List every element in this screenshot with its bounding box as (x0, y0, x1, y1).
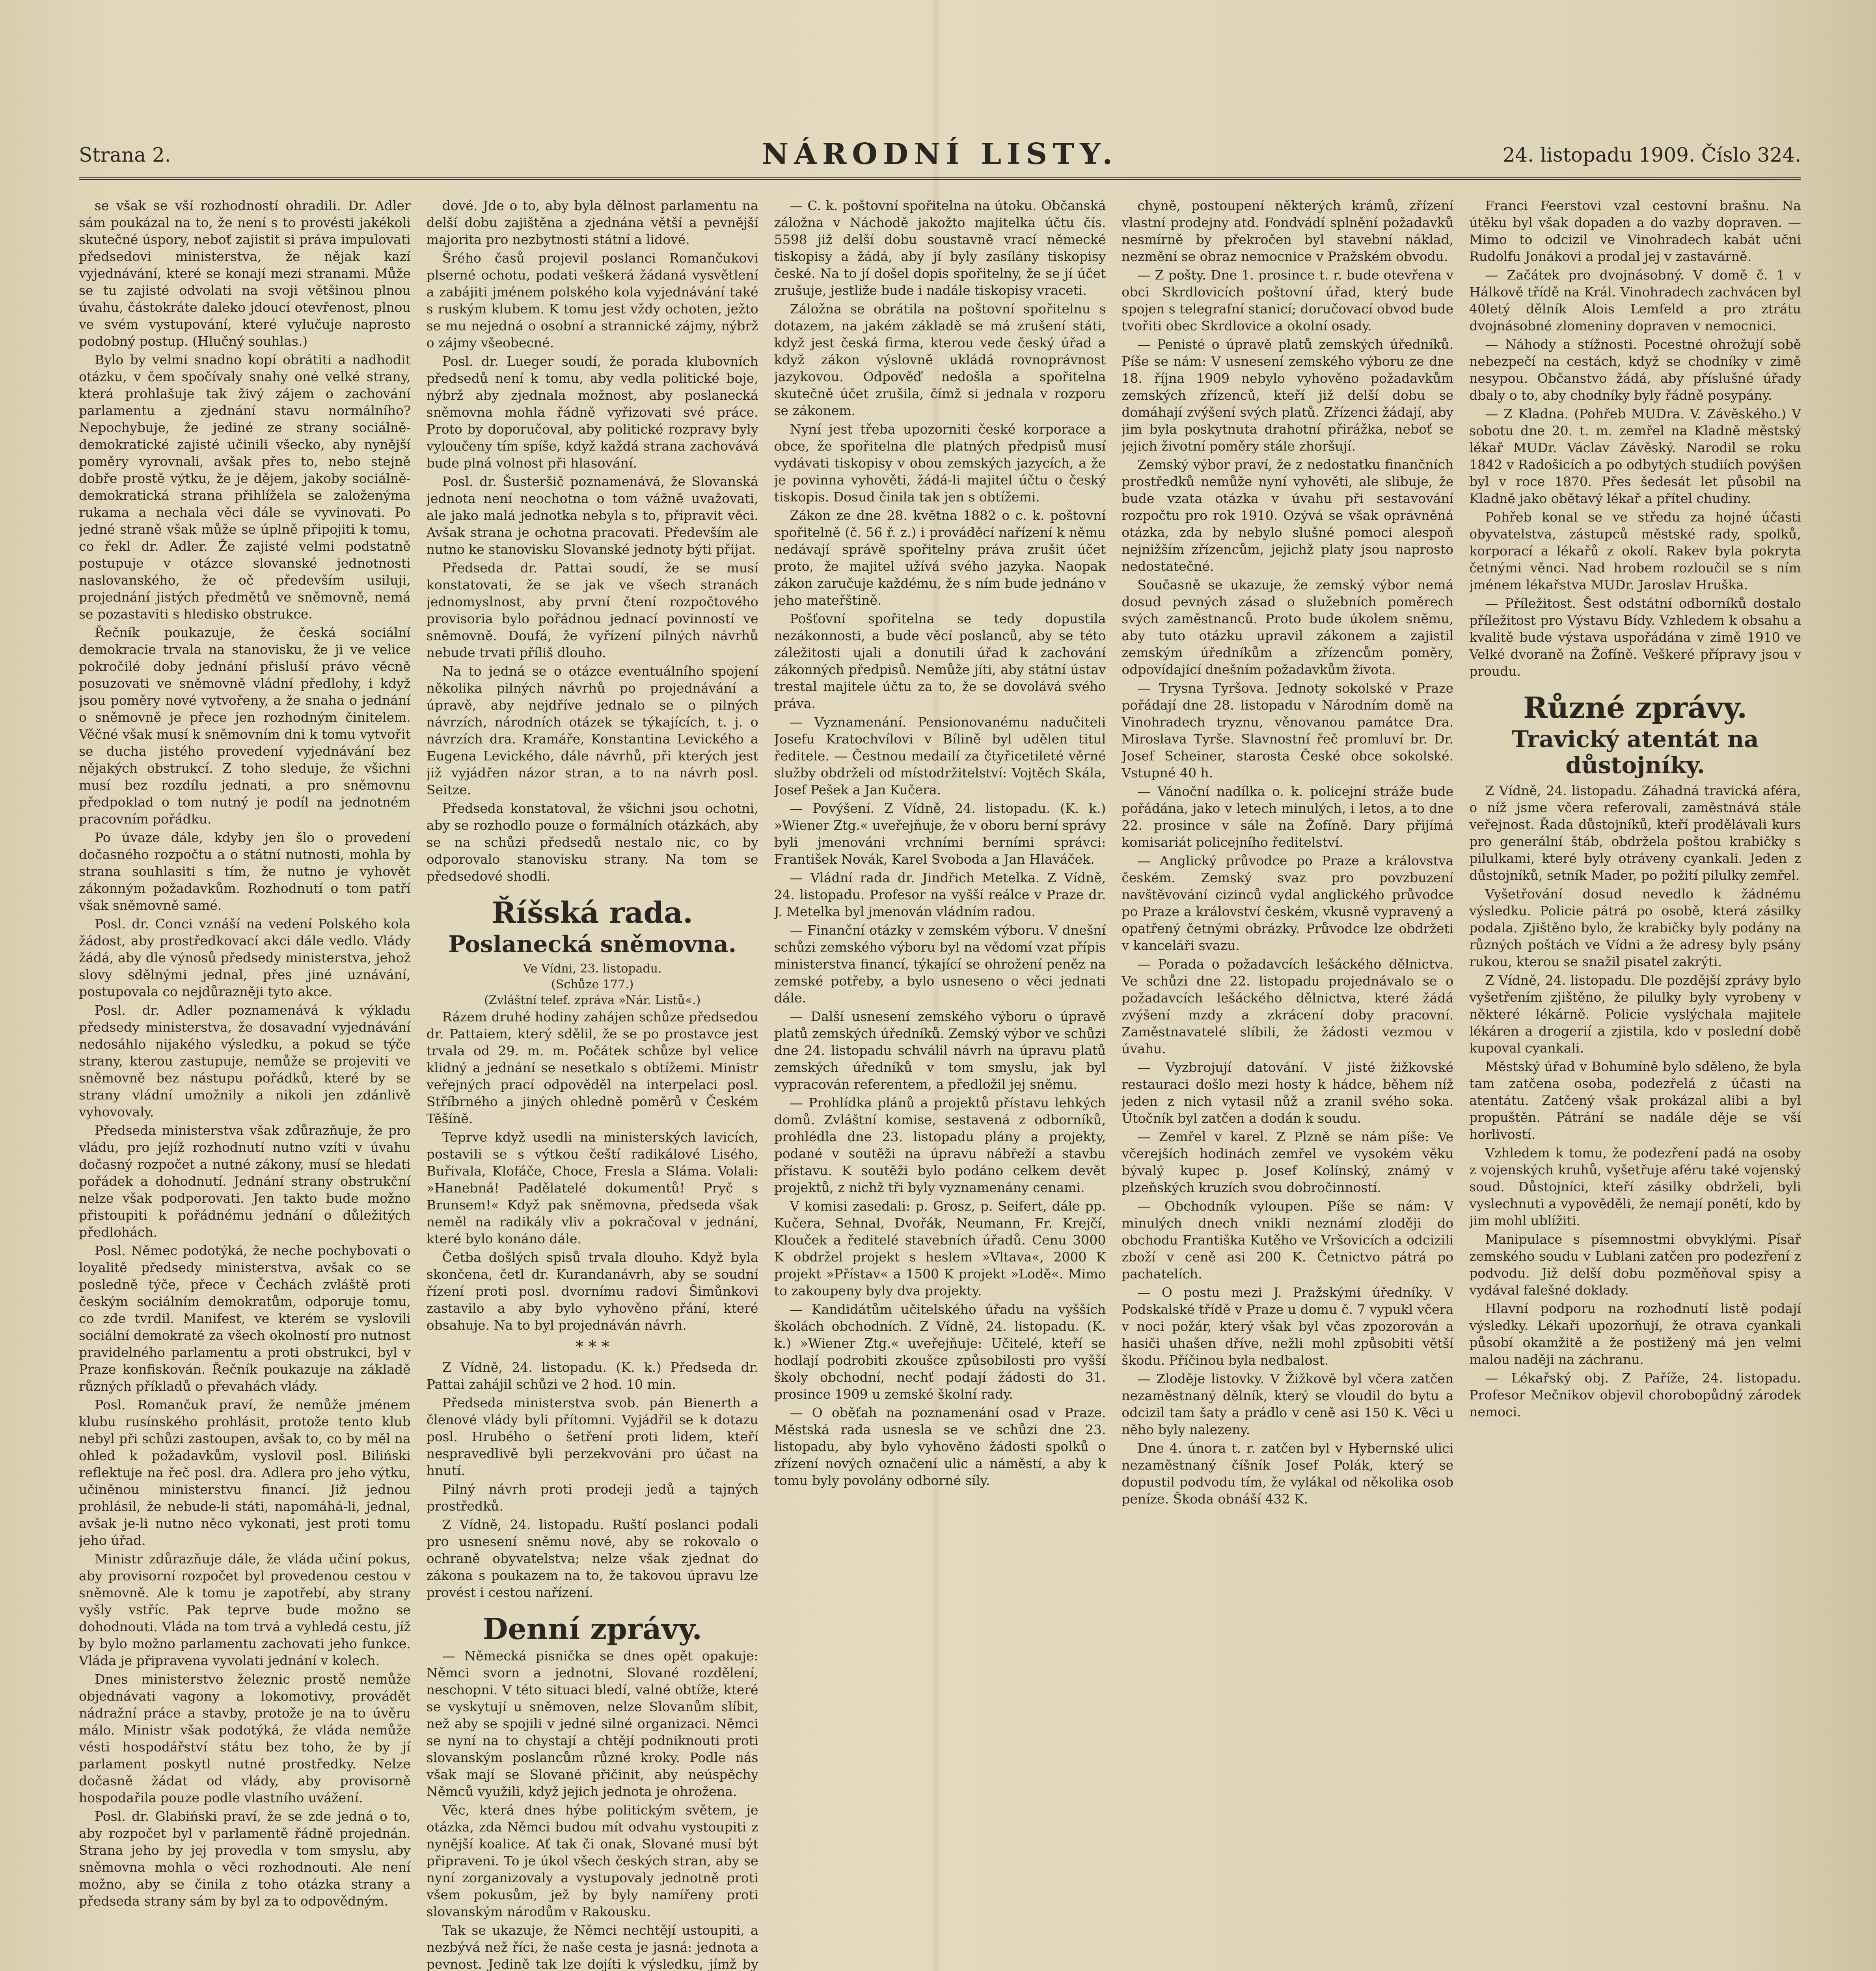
column-2 (427, 197, 758, 1971)
article-paragraph: — Z pošty. Dne 1. prosince t. r. bude otevřena v obci Skrdlovicích poštovní úřad, který bude spojen s telegrafní stanicí; doručovací obvod bude tvořiti obec Skrdlovice a okolní osady. (1122, 267, 1454, 333)
article-paragraph: — O postu mezi J. Pražskými úředníky. V Podskalské třídě v Praze u domu č. 7 vypukl včera v noci požár, který však byl včas zpozorován a hasiči uhašen dříve, nežli mohl způsobiti větší škodu. Příčinou byla nedbalost. (1122, 1285, 1454, 1368)
article-paragraph: — Finanční otázky v zemském výboru. V dnešní schůzi zemského výboru byl na vědomí vzat přípis ministerstva financí, týkající se ohrožení peněz na zemské potřeby, a bylo usneseno o věci jednati dále. (774, 922, 1106, 1006)
article-paragraph: — Vyzbrojují datování. V jisté žižkovské restauraci došlo mezi hosty k hádce, během níž jeden z nich vytasil nůž a zranil svého soka. Útočník byl zatčen a dodán k soudu. (1122, 1060, 1454, 1126)
article-paragraph: Zemský výbor praví, že z nedostatku finančních prostředků nemůže nyní vyhověti, ale slibuje, že bude vzata otázka v úvahu při sestavování rozpočtu pro rok 1910. Ozývá se však oprávněná otázka, zda by nebylo slušné pomoci alespoň nejnižším zřízencům, jejichž platy jsou naprosto nedostatečné. (1122, 457, 1454, 574)
article-paragraph: Manipulace s písemnostmi obvyklými. Písař zemského soudu v Lublani zatčen pro podezření z podvodu. Již delší dobu pozměňoval spisy a vydával falešné doklady. (1469, 1231, 1801, 1298)
article-paragraph: Dne 4. února t. r. zatčen byl v Hybernské ulici nezaměstnaný číšník Josef Polák, který se dopustil podvodu tím, že vylákal od několika osob peníze. Škoda obnáší 432 K. (1122, 1440, 1454, 1507)
issue-info: 24. listopadu 1909. Číslo 324. (1502, 143, 1801, 166)
dateline: (Zvláštní telef. zpráva »Nár. Listů«.) (484, 993, 701, 1007)
article-paragraph: — Zemřel v karel. Z Plzně se nám píše: Ve včerejších hodinách zemřel ve vysokém věku bývalý kupec p. Josef Kolínský, známý v plzeňských kruzích svou dobročinností. (1122, 1129, 1454, 1195)
article-paragraph: Zákon ze dne 28. května 1882 o c. k. poštovní spořitelně (č. 56 ř. z.) i prováděcí nařízení k němu nedávají správě spořitelny práva zrušit účet proto, že majitel užívá svého jazyka. Naopak zákon zaručuje každému, že s ním bude jednáno v jeho mateřštině. (774, 508, 1106, 608)
article-paragraph: Teprve když usedli na ministerských lavicích, postavili se s výtkou čeští radikálové Lisého, Buřivala, Klofáče, Choce, Fresla a Sláma. Volali: »Hanebná! Padělatelé dokumentů! Pryč s Brunsem!« Když pak sněmovna, předseda však neměl na radikály vliv a pokračoval v jednání, které bylo konáno dále. (426, 1129, 758, 1246)
column-1 (79, 197, 411, 1971)
page-header (79, 134, 1801, 180)
article-paragraph: V komisi zasedali: p. Grosz, p. Seifert, dále pp. Kučera, Sehnal, Dvořák, Neumann, Fr. Krejčí, Klouček a ředitelé stavebních úřadů. Cenu 3000 K obdržel projekt s heslem »Vltava«, 2000 K projekt »Přístav« a 1500 K projekt »Lodě«. Mimo to zakoupeny byly dva projekty. (774, 1198, 1106, 1298)
article-paragraph: Předseda ministerstva však zdůrazňuje, že pro vládu, pro jejíž rozhodnutí nutno vzíti v úvahu dočasný rozpočet a nutné zákony, musí se hledati pořádek a dohodnutí. Jednání strany obstrukční nelze však podporovati. Jen takto bude možno přistoupiti k pořádnému jednání o důležitých předlohách. (79, 1123, 411, 1240)
article-paragraph: — Příležitost. Šest odstátní odborníků dostalo příležitost pro Výstavu Bídy. Vzhledem k obsahu a kvalitě bude výstava uspořádána v zimě 1910 ve Velké dvoraně na Žofíně. Veškeré přípravy jsou v proudu. (1469, 596, 1801, 679)
article-paragraph: Záložna se obrátila na poštovní spořitelnu s dotazem, na jakém základě se má zrušení státi, když jest česká firma, kterou vede český úřad a když zákon výslovně ukládá rovnoprávnost jazykovou. Odpověď nedošla a spořitelna skutečně účet zrušila, čímž si jednala v rozporu se zákonem. (774, 301, 1106, 418)
article-paragraph: — O oběťah na poznamenání osad v Praze. Městská rada usnesla se ve schůzi dne 23. listopadu, aby bylo vyhověno žádosti spolků o zřízení nových označení ulic a náměstí, a aby k tomu byly povolány odborné síly. (774, 1405, 1106, 1488)
article-paragraph: Na to jedná se o otázce eventuálního spojení několika pilných návrhů po projednávání a úpravě, aby nejdříve jednalo se o pilných návrzích, národních otázek se týkajících, t. j. o návrzích dra. Kramáře, Konstantina Levického a Eugena Levického, dále návrhů, při kterých jest již vyjádřen názor stran, a to na návrh posl. Seitze. (426, 663, 758, 797)
article-paragraph: Posl. Němec podotýká, že neche pochybovati o loyalitě předsedy ministerstva, avšak co se posledně týče, přece v Čechách zvláště proti českým sociálním demokratům, odporuje tomu, co zde tvrdil. Manifest, ve kterém se vyslovili sociální demokraté za všech okolností pro nutnost pravidelného parlamentu a proti obstrukci, byl v Praze konfiskován. Řečník poukazuje na základě různých příkladů o převahách vlády. (79, 1243, 411, 1394)
article-paragraph: — Vyznamenání. Pensionovanému nadučiteli Josefu Kratochvílovi v Bílině byl udělen titul ředitele. — Čestnou medailí za čtyřicetileté věrné služby obdrželi od místodržitelství: Vojtěch Skála, Josef Pešek a Jan Kučera. (774, 714, 1106, 797)
article-paragraph: — Náhody a stížnosti. Pocestné ohrožují sobě nebezpečí na cestách, když se chodníky v zimě nesypou. Občanstvo žádá, aby příslušné úřady dbaly o to, aby chodníky byly řádně posypány. (1469, 337, 1801, 403)
article-paragraph: Nyní jest třeba upozorniti české korporace a obce, že spořitelna dle platných předpisů musí vydávati tiskopisy v obou zemských jazycích, a že je povinna vyhověti, žádá-li majitel účtu o český tiskopis. Dosud činila tak jen s obtížemi. (774, 421, 1106, 505)
section-heading: Denní zprávy. (483, 1612, 702, 1646)
section-heading: Různé zprávy. (1523, 691, 1747, 725)
section-heading: Říšská rada. (492, 896, 693, 930)
article-paragraph: — Vánoční nadílka o. k. policejní stráže bude pořádána, jako v letech minulých, i letos, a to dne 22. prosince v sále na Žofíně. Dary přijímá komisariát policejního ředitelství. (1122, 784, 1454, 850)
article-paragraph: Posl. dr. Šusteršič poznamenává, že Slovanská jednota není neochotna o tom vážně uvažovati, ale jako malá jednotka nebyla s to, připravit věci. Avšak strana je ochotna pracovati. Především ale nutno ke stanovisku Slovanské jednoty býti přijat. (426, 474, 758, 557)
subheading: Travický atentát na důstojníky. (1511, 726, 1759, 779)
dateline: Ve Vídni, 23. listopadu. (523, 962, 662, 976)
article-paragraph: Pilný návrh proti prodeji jedů a tajných prostředků. (426, 1481, 758, 1514)
column-4 (1122, 197, 1453, 1971)
column-5 (1469, 197, 1801, 1971)
article-paragraph: Posl. Romančuk praví, že nemůže jménem klubu rusínského prohlásit, protože tento klub nebyl při schůzi zastoupen, avšak to, co by měl na ohled k požadavkům, vyslovil posl. Biliński reflektuje na řeč posl. dra. Adlera pro jeho výtku, učiněnou ministerstvu financí. Již jednou prohlásil, že nebude-li státi, napomáhá-li, jednal, avšak je-li nutno něco vykonati, jest proti tomu jeho úřad. (79, 1397, 411, 1548)
article-paragraph: — Vládní rada dr. Jindřich Metelka. Z Vídně, 24. listopadu. Profesor na vyšší reálce v Praze dr. J. Metelka byl jmenován vládním radou. (774, 870, 1106, 919)
article-paragraph: Pošťovní spořitelna se tedy dopustila nezákonnosti, a bude věcí poslanců, aby se této záležitosti ujali a donutili úřad k zachování zákonných předpisů. Nemůže jíti, aby státní ústav trestal majitele účtu za to, že se dovolává svého práva. (774, 611, 1106, 711)
article-paragraph: — Porada o požadavcích lešáckého dělnictva. Ve schůzi dne 22. listopadu projednávalo se o požadavcích lešáckého dělnictva, které žádá zvýšení mzdy a zkrácení doby pracovní. Zaměstnavatelé slíbili, že žádosti vezmou v úvahu. (1122, 956, 1454, 1056)
article-paragraph: Z Vídně, 24. listopadu. Záhadná travická aféra, o níž jsme včera referovali, zaměstnává stále veřejnost. Řada důstojníků, kteří prodělávali kurs pro generální štáb, obdržela poštou krabičky s pilulkami, které byly otráveny cyankali. Jeden z důstojníků, setník Mader, po požití pilulky zemřel. (1469, 783, 1801, 883)
article-paragraph: Franci Feerstovi vzal cestovní brašnu. Na útěku byl však dopaden a do vazby dopraven. — Mimo to odcizil ve Vinohradech kabát učni Rudolfu Jonákovi a prodal jej v zastavárně. (1469, 198, 1801, 264)
article-paragraph: — Anglický průvodce po Praze a královstva českém. Zemský svaz pro povzbuzení navštěvování cizinců vydal anglického průvodce po Praze a království českém, vkusně vypravený a opatřený četnými obrázky. Průvodce lze obdržeti v kanceláři svazu. (1122, 853, 1454, 953)
article-paragraph: — Prohlídka plánů a projektů přístavu lehkých domů. Zvláštní komise, sestavená z odborníků, prohlédla dne 23. listopadu plány a projekty, podané v soutěži na úpravu nábřeží a stavbu přístavu. K soutěži bylo podáno celkem devět projektů, z nichž tři byly vyznamenány cenami. (774, 1095, 1106, 1195)
article-paragraph: Rázem druhé hodiny zahájen schůze předsedou dr. Pattaiem, který sdělil, že se po prostavce jest trvala od 29. m. m. Počátek schůze byl velice klidný a jednání se nesetkalo s obtížemi. Ministr veřejných prací odpověděl na interpelaci posl. Stříbrného a jiných ohledně poměrů v Českém Těšíně. (426, 1009, 758, 1126)
article-paragraph: Tak se ukazuje, že Němci nechtějí ustoupiti, a nezbývá než říci, že naše cesta je jasná: jednota a pevnost. Jedině tak lze dojíti k výsledku, jímž by (426, 1923, 758, 1971)
article-paragraph: Předseda ministerstva svob. pán Bienerth a členové vlády byli přítomni. Vyjádřil se k dotazu posl. Hrubého o šetření proti lidem, kteří nespravedlivě byli perzekvováni pro účast na hnutí. (426, 1395, 758, 1478)
dateline: (Schůze 177.) (551, 978, 634, 991)
article-paragraph: Řečník poukazuje, že česká sociální demokracie trvala na stanovisku, že ji ve velice pokročilé doby jednání přisluší právo věcně posuzovati ve sněmovně vládní předlohy, i když jsou poměry nové vytvořeny, a že snaha o jednání o sněmovně je přece jen rozhodným činitelem. Věčné však musí k sněmovním dni k tomu vytvořit se ducha jistého provedení vyjednávání bez nějakých obstrukcí. Z toho sleduje, že všichni musí bez rozdílu jednati, a pro sněmovnu předpoklad o tom nutný je podíl na jednotném pracovním pořádku. (79, 625, 411, 827)
article-paragraph: — Penisté o úpravě platů zemských úředníků. Píše se nám: V usnesení zemského výboru ze dne 18. října 1909 nebylo vyhověno požadavkům zemských zřízenců, kteří již delší dobu se domáhají zvýšení svých platů. Zřízenci žádají, aby jim byla poskytnuta drahotní přirážka, neboť se jejich životní poměry stále zhoršují. (1122, 337, 1454, 454)
article-paragraph: Předseda konstatoval, že všichni jsou ochotni, aby se rozhodlo pouze o formálních otázkách, aby se na schůzi předsedů nestalo nic, co by odporovalo stanovisku strany. Na tom se předsedové shodli. (426, 801, 758, 884)
article-paragraph: Pohřeb konal se ve středu za hojné účasti obyvatelstva, zástupců městské rady, spolků, korporací a lékařů z okolí. Rakev byla pokryta četnými věnci. Nad hrobem rozloučil se s ním jménem lékařstva MUDr. Jaroslav Hruška. (1469, 509, 1801, 592)
article-paragraph: Věc, která dnes hýbe politickým světem, je otázka, zda Němci budou mít odvahu vystoupiti z nynější koalice. Ať tak či onak, Slované musí být připraveni. To je úkol všech českých stran, aby se nyní zorganizovaly a vystupovaly jednotně proti všem pokusům, jež by byly namířeny proti slovanským národům v Rakousku. (426, 1802, 758, 1919)
article-paragraph: Posl. dr. Lueger soudí, že porada klubovních předsedů není k tomu, aby vedla politické boje, nýbrž aby zjednala možnost, aby poslanecká sněmovna mohla řádně vyřizovati své práce. Proto by doporučoval, aby politické rozpravy byly vyloučeny tím spíše, když každá strana zachovává bude plná volnost při hlasování. (426, 354, 758, 471)
article-paragraph: se však se vší rozhodností ohradili. Dr. Adler sám poukázal na to, že není s to provésti jakékoli skutečné úspory, neboť zajistit si práva impulovati předsedovi ministerstva, že nějak kazí vyjednávání, které se konají mezi stranami. Může se tu zajisté odvolati na svoji většinou plnou úvahu, částokráte daleko jdoucí otevřenost, plnou ve svém vystupování, které vylučuje naprosto podobný postup. (Hlučný souhlas.) (79, 198, 411, 349)
article-paragraph: Četba došlých spisů trvala dlouho. Když byla skončena, četl dr. Kurandanávrh, aby se soudní řízení proti posl. dvornímu radovi Šimůnkovi zastavilo a aby bylo vyhověno přání, které obsahuje. Na to byl projednáván návrh. (426, 1250, 758, 1333)
article-paragraph: Z Vídně, 24. listopadu. (K. k.) Předseda dr. Pattai zahájil schůzi ve 2 hod. 10 min. (426, 1360, 758, 1392)
article-columns (79, 197, 1801, 1971)
article-paragraph: chyně, postoupení některých krámů, zřízení vlastní prodejny atd. Fondvádí splnění požadavků nesmírně by překročen byl stavební náklad, nezmění se obraz nemocnice v Pražském obvodu. (1122, 198, 1454, 264)
column-3 (774, 197, 1106, 1971)
article-paragraph: Předseda dr. Pattai soudí, že se musí konstatovati, že se jak ve všech stranách jednomyslnost, aby první čtení rozpočtového provisoria bylo pořádnou jednací povinností ve sněmovně. Doufá, že vyřízení pilných návrhů nebude trvati příliš dlouho. (426, 560, 758, 660)
article-paragraph: Po úvaze dále, kdyby jen šlo o provedení dočasného rozpočtu a o státní nutnosti, mohla by strana souhlasiti s tím, že nutno je vyhovět zákonným požadavkům. Rozhodnutí o tom patří však sněmovně samé. (79, 830, 411, 913)
article-paragraph: Bylo by velmi snadno kopí obrátiti a nadhodit otázku, v čem spočívaly snahy oné velké strany, která prohlašuje tak živý zájem o zachování parlamentu a zjednání stavu normálního? Nepochybuje, že jediné ze strany sociálně-demokratické zajisté učinili všecko, aby nynější poměry vyrovnali, avšak přes to, nebo stejně dobře prostě výtku, že je dějem, jakoby sociálně-demokratická strana přihlížela se založenýma rukama a nechala věci dále se vyvinovati. Po jedné straně však může se úplně připojiti k tomu, co řekl dr. Adler. Že zajisté velmi podstatně postupuje v otázce slovanské jednotnosti naslovanského, že oč především usiluji, projednání jistých předmětů ve sněmovně, nemá se pozastaviti s hledisko obstrukce. (79, 352, 411, 622)
article-paragraph: Vzhledem k tomu, že podezření padá na osoby z vojenských kruhů, vyšetřuje aféru také vojenský soud. Důstojníci, kteří zásilky obdrželi, byli vyslechnuti a vypověděli, že nemají ponětí, kdo by jim mohl ublížiti. (1469, 1145, 1801, 1228)
article-paragraph: Z Vídně, 24. listopadu. Dle pozdější zprávy bylo vyšetřením zjištěno, že pilulky byly vyrobeny v některé lékárně. Policie vyslýchala majitele lékáren a drogerií a zjistila, kdo v poslední době kupoval cyankali. (1469, 972, 1801, 1056)
article-paragraph: Hlavní podporu na rozhodnutí listě podají výsledky. Lékaři upozorňují, že otrava cyankali působí okamžitě a že postižený má jen velmi malou naději na záchranu. (1469, 1301, 1801, 1367)
article-paragraph: — Začátek pro dvojnásobný. V domě č. 1 v Hálkově třídě na Král. Vinohradech zachvácen byl 40letý dělník Alois Lemfeld a pro ztrátu dvojnásobné zlomeniny dopraven v nemocnici. (1469, 267, 1801, 333)
article-paragraph: — Kandidátům učitelského úřadu na vyšších školách obchodních. Z Vídně, 24. listopadu. (K. k.) »Wiener Ztg.« uveřejňuje: Učitelé, kteří se hodlají podrobiti zkoušce způsobilosti pro vyšší školy obchodní, nechť podají žádosti do 31. prosince 1909 u zemské školní rady. (774, 1302, 1106, 1402)
article-paragraph: Ministr zdůrazňuje dále, že vláda učiní pokus, aby provisorní rozpočet byl provedenou cestou v sněmovně. Ale k tomu je zapotřebí, aby strany vyšly vstříc. Pak teprve bude možno se dohodnouti. Vláda na tom trvá a vyhledá cestu, jíž by bylo možno parlamentu zachovati jeho funkce. Vláda je připravena vyvolati jednání v kolech. (79, 1551, 411, 1668)
article-paragraph: — Další usnesení zemského výboru o úpravě platů zemských úředníků. Zemský výbor ve schůzi dne 24. listopadu schválil návrh na úpravu platů zemských úředníků v tom smyslu, jak byl vypracován referentem, a předložil jej sněmu. (774, 1009, 1106, 1092)
article-paragraph: — C. k. poštovní spořitelna na útoku. Občanská záložna v Náchodě jakožto majitelka účtu čís. 5598 již delší dobu soustavně vrací německé tiskopisy a žádá, aby jí byly zasílány tiskopisy české. Na to jí došel dopis spořitelny, že se jí účet zrušuje, jestliže bude i nadále tiskopisy vraceti. (774, 198, 1106, 298)
separator-stars: * * * (575, 1338, 609, 1356)
article-paragraph: Z Vídně, 24. listopadu. Ruští poslanci podali pro usnesení sněmu nové, aby se rokovalo o ochraně obyvatelstva; nelze však zjednat do zákona s poukazem na to, že takovou úpravu lze provést i cestou nařízení. (426, 1517, 758, 1600)
article-paragraph: Dnes ministerstvo železnic prostě nemůže objednávati vagony a lokomotivy, provádět nádražní práce a stavby, protože je na to úvěru málo. Ministr však podotýká, že vláda nemůže vésti hospodářství státu bez toho, že by jí parlament poskytl nutné prostředky. Nelze dočasně žádat od vlády, aby provisorně hospodařila pouze podle vlastního uvážení. (79, 1671, 411, 1805)
article-paragraph: Městský úřad v Bohumíně bylo sděleno, že byla tam zatčena osoba, podezřelá z účasti na atentátu. Zatčený však prokázal alibi a byl propuštěn. Pátrání se nadále děje se vší horlivostí. (1469, 1059, 1801, 1142)
article-paragraph: — Trysna Tyršova. Jednoty sokolské v Praze pořádají dne 28. listopadu v Národním domě na Vinohradech tryznu, věnovanou památce Dra. Miroslava Tyrše. Slavnostní řeč promluví br. Dr. Josef Scheiner, starosta České obce sokolské. Vstupné 40 h. (1122, 680, 1454, 781)
masthead-title: NÁRODNÍ LISTY. (762, 137, 1118, 171)
article-paragraph: Vyšetřování dosud nevedlo k žádnému výsledku. Policie pátrá po osobě, která zásilky podala. Zjištěno bylo, že krabičky byly podány na různých poštách ve Vídni a že adresy byly psány rukou, kterou se snažil pisatel zakrýti. (1469, 886, 1801, 969)
article-paragraph: Současně se ukazuje, že zemský výbor nemá dosud pevných zásad o služebních poměrech svých zaměstnanců. Proto bude úkolem sněmu, aby tuto otázku upravil zákonem a zajistil zemským úředníkům a zřízencům poměry, odpovídající dnešním požadavkům života. (1122, 577, 1454, 677)
article-paragraph: Posl. dr. Adler poznamenává k výkladu předsedy ministerstva, že dosavadní vyjednávání nedosáhlo nijakého výsledku, a pokud se týče strany, kterou zastupuje, nemůže se projeviti ve sněmovně bez nástupu pořádků, které by se strany vládní umožnily a nikoli jen zdánlivě vyhovovaly. (79, 1002, 411, 1120)
article-paragraph: dové. Jde o to, aby byla dělnost parlamentu na delší dobu zajištěna a zjednána větší a pevnější majorita pro nezbytnosti státní a lidové. (426, 198, 758, 247)
article-paragraph: — Německá pisnička se dnes opět opakuje: Němci svorn a jednotni, Slované rozdělení, neschopni. V této situaci bledí, valné obtíže, které se vyskytují u sněmoven, nelze Slovanům slíbit, než aby se spojili v jedné silné organizaci. Němci se nyní na to chystají a chtějí podniknouti proti slovanským poslancům různé kroky. Podle nás však mají se Slované přičinit, aby neúspěchy Němců využili, když jejich jednota je ohrožena. (426, 1648, 758, 1799)
subheading: Poslanecká sněmovna. (448, 931, 737, 958)
article-paragraph: — Lékařský obj. Z Paříže, 24. listopadu. Profesor Mečnikov objevil chorobopůdný zárodek nemoci. (1469, 1370, 1801, 1420)
article-paragraph: Šrého časů projevil poslanci Romančukovi plserné ochotu, podati veškerá žádaná vysvětlení a zabájiti jménem polského kola vyjednávání také s ruským klubem. K tomu jest vždy ochoten, ježto se mu nejedná o osobní a strannické zájmy, nýbrž o zájmy všeobecné. (426, 250, 758, 350)
article-paragraph: Posl. dr. Conci vznáší na vedení Polského kola žádost, aby prostředkovací akci dále vedlo. Vlády žádá, aby dle výnosů předsedy ministerstva, jehož slovy sdělnými jednal, přes jiné uznávání, postupovala co nejdůrazněji tyto akce. (79, 916, 411, 999)
article-paragraph: — Obchodník vyloupen. Píše se nám: V minulých dnech vnikli neznámí zloději do obchodu Františka Kutěho ve Vršovicích a odcizili zboží v ceně asi 200 K. Četnictvo pátrá po pachatelích. (1122, 1198, 1454, 1282)
article-paragraph: — Povýšení. Z Vídně, 24. listopadu. (K. k.) »Wiener Ztg.« uveřejňuje, že v oboru berní správy byli jmenováni vrchními berními správci: František Novák, Karel Svoboda a Jan Hlaváček. (774, 801, 1106, 867)
article-paragraph: — Z Kladna. (Pohřeb MUDra. V. Závěského.) V sobotu dne 20. t. m. zemřel na Kladně městský lékař MUDr. Václav Závěský. Narodil se roku 1842 v Radošicích a po odbytých studiích povýšen byl v roce 1870. Přes šedesát let působil na Kladně jako obětavý lékař a přítel chudiny. (1469, 406, 1801, 506)
article-paragraph: Posl. dr. Glabiński praví, že se zde jedná o to, aby rozpočet byl v parlamentě řádně projednán. Strana jeho by jej provedla v tom smyslu, aby sněmovna mohla o věci rozhodnouti. Ale není možno, aby se činila z toho otázka strany a předseda strany sám by byl za to odpovědným. (79, 1809, 411, 1909)
article-paragraph: — Zloděje listovky. V Žižkově byl včera zatčen nezaměstnaný dělník, který se vloudil do bytu a odcizil tam šaty a prádlo v ceně asi 150 K. Věci u něho byly nalezeny. (1122, 1371, 1454, 1437)
page-label: Strana 2. (79, 143, 171, 166)
